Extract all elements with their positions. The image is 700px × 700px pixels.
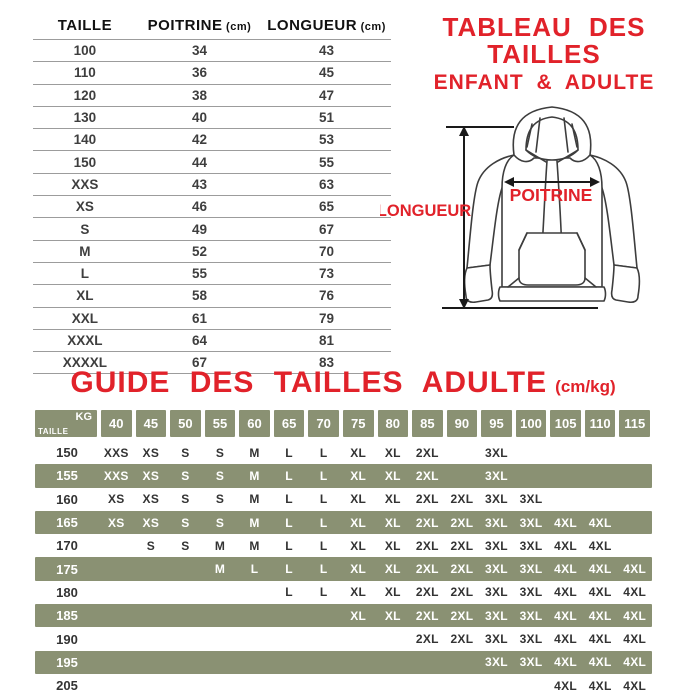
- size-table-cell: 150: [33, 151, 137, 173]
- size-cell: XL: [384, 608, 401, 623]
- size-cell: M: [249, 492, 260, 507]
- guide-header-row: [35, 410, 652, 437]
- size-cell: L: [319, 468, 328, 483]
- size-cell: 2XL: [450, 632, 474, 647]
- size-cell: M: [249, 468, 260, 483]
- weight-header-cell: 85: [412, 410, 443, 437]
- hoodie-illustration: [380, 88, 700, 336]
- size-table-cell: 67: [137, 352, 262, 374]
- size-cell: L: [319, 445, 328, 460]
- size-table-row: [33, 173, 391, 195]
- height-label: 155: [56, 468, 78, 484]
- size-cell: 3XL: [519, 608, 543, 623]
- size-table-cell: 65: [262, 196, 391, 218]
- size-cell: XL: [384, 585, 401, 600]
- size-cell: L: [285, 492, 293, 507]
- size-cell: XL: [350, 585, 367, 600]
- size-cell: XS: [142, 468, 160, 483]
- weight-header-cell: 45: [136, 410, 167, 437]
- size-table-cell: 44: [137, 151, 262, 173]
- size-cell: L: [285, 538, 293, 553]
- size-table-column-header: [33, 12, 137, 40]
- guide-row: [35, 534, 652, 557]
- size-table-cell: 58: [137, 285, 262, 307]
- size-cell: M: [249, 515, 260, 530]
- guide-row: [35, 488, 652, 511]
- page-title-line1: TABLEAU DES TAILLES: [442, 12, 646, 70]
- weight-header-cell: 105: [550, 410, 581, 437]
- size-table-row: [33, 106, 391, 128]
- chest-label: POITRINE: [509, 185, 593, 205]
- size-table-cell: 49: [137, 218, 262, 240]
- size-table-cell: 47: [262, 84, 391, 106]
- length-label: LONGUEUR: [380, 202, 472, 220]
- guide-row: [35, 464, 652, 487]
- size-cell: XS: [142, 515, 160, 530]
- size-cell: S: [181, 445, 190, 460]
- size-table-row: [33, 129, 391, 151]
- size-cell: 4XL: [588, 632, 612, 647]
- size-table-cell: 83: [262, 352, 391, 374]
- size-cell: 4XL: [588, 655, 612, 670]
- size-table-column-header: [262, 12, 391, 40]
- guide-row: [35, 441, 652, 464]
- size-cell: XL: [384, 562, 401, 577]
- guide-row: [35, 604, 652, 627]
- size-cell: L: [319, 585, 328, 600]
- size-table-cell: XS: [33, 196, 137, 218]
- size-cell: L: [319, 515, 328, 530]
- guide-row: [35, 651, 652, 674]
- hoodie-measurement-diagram: [380, 88, 700, 336]
- size-cell: 4XL: [554, 655, 578, 670]
- size-cell: 2XL: [415, 445, 439, 460]
- size-cell: L: [250, 562, 259, 577]
- size-cell: L: [319, 562, 328, 577]
- size-cell: 3XL: [519, 632, 543, 647]
- size-cell: XXS: [103, 445, 129, 460]
- size-table-cell: 110: [33, 62, 137, 84]
- column-header-unit: (cm): [357, 21, 386, 33]
- size-table-cell: XXXXL: [33, 352, 137, 374]
- size-table-row: [33, 84, 391, 106]
- size-table-cell: XXL: [33, 307, 137, 329]
- size-table-cell: 140: [33, 129, 137, 151]
- guide-row: [35, 674, 652, 697]
- column-header-label: TAILLE: [57, 17, 113, 34]
- size-cell: 3XL: [519, 585, 543, 600]
- size-cell: XL: [384, 538, 401, 553]
- corner-kg-label: KG: [75, 411, 92, 423]
- size-cell: 3XL: [485, 492, 508, 507]
- size-cell: 4XL: [588, 585, 612, 600]
- guide-row: [35, 627, 652, 650]
- size-cell: 2XL: [450, 585, 474, 600]
- size-table-cell: 73: [262, 262, 391, 284]
- weight-header-cell: 90: [447, 410, 478, 437]
- size-table-cell: 53: [262, 129, 391, 151]
- size-table-row: [33, 40, 391, 62]
- size-cell: L: [285, 468, 293, 483]
- size-cell: XL: [384, 492, 401, 507]
- size-cell: S: [181, 468, 190, 483]
- height-label: 165: [56, 515, 78, 531]
- size-table-cell: 76: [262, 285, 391, 307]
- size-cell: 4XL: [554, 585, 578, 600]
- size-cell: M: [249, 538, 260, 553]
- weight-header-cell: 95: [481, 410, 512, 437]
- size-cell: 2XL: [415, 562, 439, 577]
- size-cell: 2XL: [415, 585, 439, 600]
- size-table-cell: 45: [262, 62, 391, 84]
- size-cell: S: [181, 538, 190, 553]
- weight-header-cell: 80: [378, 410, 409, 437]
- size-cell: XL: [350, 468, 367, 483]
- size-cell: 4XL: [623, 655, 647, 670]
- size-cell: XS: [142, 445, 160, 460]
- size-cell: 4XL: [554, 632, 578, 647]
- size-cell: 3XL: [519, 562, 543, 577]
- guide-row: [35, 557, 652, 580]
- size-cell: L: [319, 538, 328, 553]
- size-cell: 4XL: [588, 515, 612, 530]
- size-table-row: [33, 196, 391, 218]
- height-label: 180: [56, 584, 78, 600]
- weight-header-cell: 50: [170, 410, 201, 437]
- size-table-cell: XXS: [33, 173, 137, 195]
- guide-row: [35, 511, 652, 534]
- size-cell: 3XL: [519, 538, 543, 553]
- size-cell: 2XL: [415, 538, 439, 553]
- weight-header-cell: 115: [619, 410, 650, 437]
- size-cell: 3XL: [485, 445, 508, 460]
- size-cell: L: [285, 445, 293, 460]
- size-table-cell: 55: [262, 151, 391, 173]
- size-table-cell: 52: [137, 240, 262, 262]
- guide-corner-cell: [35, 410, 97, 437]
- size-cell: S: [215, 515, 225, 530]
- size-table-row: [33, 240, 391, 262]
- size-cell: XS: [107, 492, 125, 507]
- weight-header-cell: 55: [205, 410, 236, 437]
- size-cell: 4XL: [623, 608, 647, 623]
- size-cell: 2XL: [450, 608, 474, 623]
- guide-row: [35, 581, 652, 604]
- size-cell: 2XL: [450, 538, 474, 553]
- guide-title: [35, 366, 651, 400]
- size-cell: 3XL: [485, 468, 508, 483]
- size-cell: XL: [350, 538, 367, 553]
- size-table-row: [33, 285, 391, 307]
- size-guide-matrix: [35, 410, 652, 697]
- size-cell: 3XL: [485, 515, 508, 530]
- size-cell: 4XL: [554, 608, 578, 623]
- size-cell: 4XL: [623, 632, 647, 647]
- size-cell: 3XL: [485, 538, 508, 553]
- size-table-cell: M: [33, 240, 137, 262]
- size-cell: 4XL: [588, 678, 612, 693]
- size-table-row: [33, 218, 391, 240]
- size-table-cell: 63: [262, 173, 391, 195]
- height-label: 190: [56, 631, 78, 647]
- size-table-cell: 40: [137, 106, 262, 128]
- size-table-cell: 81: [262, 329, 391, 351]
- size-cell: S: [181, 515, 190, 530]
- size-cell: 2XL: [415, 515, 439, 530]
- page-title-line2: ENFANT & ADULTE: [433, 70, 655, 94]
- size-cell: 3XL: [519, 492, 543, 507]
- size-cell: 4XL: [623, 678, 647, 693]
- size-table-cell: 130: [33, 106, 137, 128]
- size-table-cell: 34: [137, 40, 262, 62]
- size-table-cell: 43: [262, 40, 391, 62]
- size-cell: 4XL: [554, 562, 578, 577]
- size-cell: XS: [142, 492, 160, 507]
- guide-title-text: GUIDE DES TAILLES ADULTE: [70, 366, 548, 399]
- size-table-cell: 61: [137, 307, 262, 329]
- weight-header-cell: 75: [343, 410, 374, 437]
- size-cell: L: [319, 492, 328, 507]
- size-cell: XL: [350, 515, 367, 530]
- weight-header-cell: 60: [239, 410, 270, 437]
- column-header-label: POITRINE: [147, 17, 223, 34]
- size-table-cell: 70: [262, 240, 391, 262]
- size-table-body: [33, 40, 391, 374]
- size-cell: 3XL: [519, 515, 543, 530]
- size-cell: 3XL: [485, 632, 508, 647]
- size-cell: M: [214, 562, 226, 577]
- size-table-row: [33, 329, 391, 351]
- size-cell: 3XL: [485, 608, 508, 623]
- size-table-cell: 100: [33, 40, 137, 62]
- size-cell: 3XL: [485, 562, 508, 577]
- size-cell: S: [181, 492, 190, 507]
- size-cell: 3XL: [485, 655, 508, 670]
- size-cell: XL: [384, 445, 401, 460]
- size-table-cell: XL: [33, 285, 137, 307]
- size-table-row: [33, 151, 391, 173]
- size-cell: XL: [350, 562, 367, 577]
- size-cell: S: [215, 445, 225, 460]
- size-cell: 2XL: [450, 515, 474, 530]
- size-table-cell: 42: [137, 129, 262, 151]
- size-cell: XL: [350, 445, 367, 460]
- size-cell: 4XL: [588, 562, 612, 577]
- size-cell: XL: [350, 492, 367, 507]
- size-table-cell: 55: [137, 262, 262, 284]
- height-label: 205: [56, 678, 78, 694]
- corner-taille-label: TAILLE: [38, 427, 69, 436]
- height-label: 195: [56, 654, 78, 670]
- size-cell: XL: [384, 468, 401, 483]
- height-label: 150: [56, 445, 78, 461]
- size-cell: 4XL: [554, 538, 578, 553]
- size-cell: 2XL: [450, 492, 474, 507]
- size-cell: 3XL: [519, 655, 543, 670]
- size-table-cell: 64: [137, 329, 262, 351]
- size-cell: L: [285, 562, 293, 577]
- size-cell: 2XL: [415, 632, 439, 647]
- size-table-cell: 79: [262, 307, 391, 329]
- size-table-cell: 120: [33, 84, 137, 106]
- page-title: [388, 14, 700, 94]
- size-table-cell: 36: [137, 62, 262, 84]
- weight-header-cell: 110: [585, 410, 616, 437]
- size-table-column-header: [137, 12, 262, 40]
- weight-header-cell: 40: [101, 410, 132, 437]
- size-table-cell: 67: [262, 218, 391, 240]
- size-cell: 2XL: [415, 468, 439, 483]
- size-cell: S: [146, 538, 155, 553]
- height-label: 175: [56, 561, 78, 577]
- height-label: 170: [56, 538, 78, 554]
- size-table-header-row: [33, 12, 391, 40]
- size-cell: 2XL: [450, 562, 474, 577]
- height-label: 160: [56, 491, 78, 507]
- size-cell: L: [285, 515, 293, 530]
- size-cell: 4XL: [588, 538, 612, 553]
- size-cell: XL: [384, 515, 401, 530]
- size-cell: 4XL: [554, 515, 578, 530]
- weight-header-cell: 65: [274, 410, 305, 437]
- size-cell: 4XL: [554, 678, 578, 693]
- size-table-cell: 38: [137, 84, 262, 106]
- size-cell: M: [249, 445, 260, 460]
- size-cell: 2XL: [415, 492, 439, 507]
- guide-title-unit: (cm/kg): [555, 377, 616, 396]
- size-cell: L: [285, 585, 293, 600]
- size-cell: S: [215, 492, 225, 507]
- column-header-label: LONGUEUR: [267, 17, 358, 34]
- size-table: [33, 12, 391, 374]
- column-header-unit: (cm): [222, 21, 252, 33]
- size-cell: M: [214, 538, 226, 553]
- size-cell: 4XL: [623, 585, 647, 600]
- size-cell: XXS: [103, 468, 129, 483]
- weight-header-cell: 100: [516, 410, 547, 437]
- height-label: 185: [56, 608, 78, 624]
- size-table-cell: 46: [137, 196, 262, 218]
- weight-header-cell: 70: [308, 410, 339, 437]
- size-cell: 3XL: [485, 585, 508, 600]
- size-table-row: [33, 62, 391, 84]
- size-cell: 4XL: [588, 608, 612, 623]
- guide-body: [35, 441, 652, 697]
- size-cell: 4XL: [623, 562, 647, 577]
- size-table-cell: 43: [137, 173, 262, 195]
- size-cell: 2XL: [415, 608, 439, 623]
- size-cell: XL: [350, 608, 367, 623]
- size-table-cell: XXXL: [33, 329, 137, 351]
- size-cell: XS: [107, 515, 125, 530]
- size-table-cell: 51: [262, 106, 391, 128]
- size-table-row: [33, 262, 391, 284]
- size-table-row: [33, 307, 391, 329]
- size-cell: S: [215, 468, 225, 483]
- size-table-cell: S: [33, 218, 137, 240]
- size-table-cell: L: [33, 262, 137, 284]
